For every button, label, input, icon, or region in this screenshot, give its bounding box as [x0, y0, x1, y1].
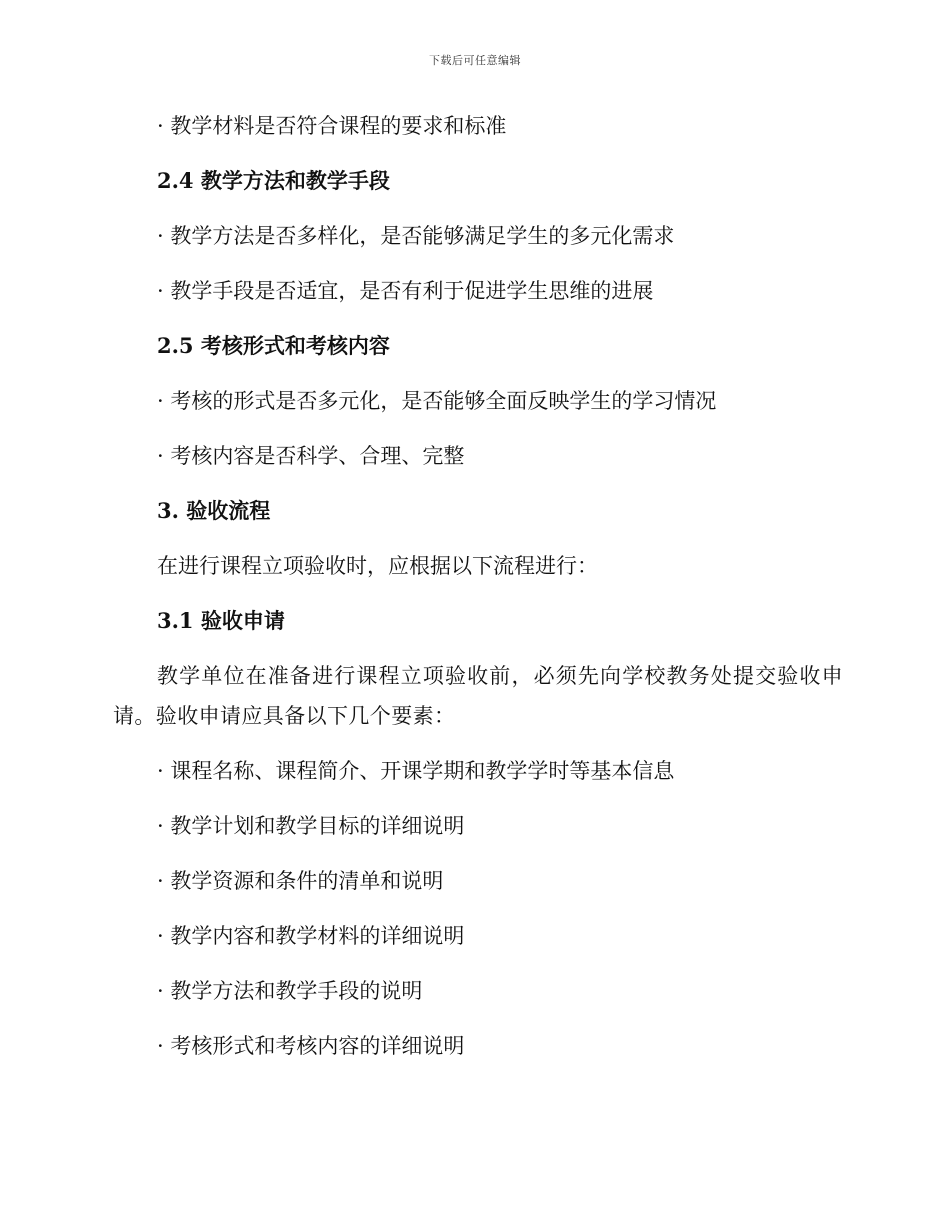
body-text: 在进行课程立项验收时，应根据以下流程进行：: [157, 554, 598, 578]
bullet-item: · 考核的形式是否多元化，是否能够全面反映学生的学习情况: [157, 389, 717, 413]
bullet-item: · 考核形式和考核内容的详细说明: [157, 1034, 465, 1058]
page-header: 下载后可任意编辑: [429, 54, 521, 67]
bullet-item: · 教学材料是否符合课程的要求和标准: [157, 114, 507, 138]
bullet-item: · 教学资源和条件的清单和说明: [157, 869, 444, 893]
body-paragraph: 教学单位在准备进行课程立项验收前，必须先向学校教务处提交验收申请。验收申请应具备以下几个要素：: [113, 664, 843, 728]
bullet-item: · 教学手段是否适宜，是否有利于促进学生思维的进展: [157, 279, 654, 303]
section-heading: 2.4 教学方法和教学手段: [157, 168, 390, 193]
bullet-item: · 课程名称、课程简介、开课学期和教学学时等基本信息: [157, 759, 675, 783]
bullet-item: · 教学方法是否多样化，是否能够满足学生的多元化需求: [157, 224, 675, 248]
section-heading: 3. 验收流程: [157, 498, 271, 523]
bullet-item: · 考核内容是否科学、合理、完整: [157, 444, 465, 468]
section-heading: 2.5 考核形式和考核内容: [157, 333, 390, 358]
document-body: [113, 106, 843, 1081]
bullet-item: · 教学方法和教学手段的说明: [157, 979, 423, 1003]
bullet-item: · 教学计划和教学目标的详细说明: [157, 814, 465, 838]
section-heading: 3.1 验收申请: [157, 608, 285, 633]
bullet-item: · 教学内容和教学材料的详细说明: [157, 924, 465, 948]
